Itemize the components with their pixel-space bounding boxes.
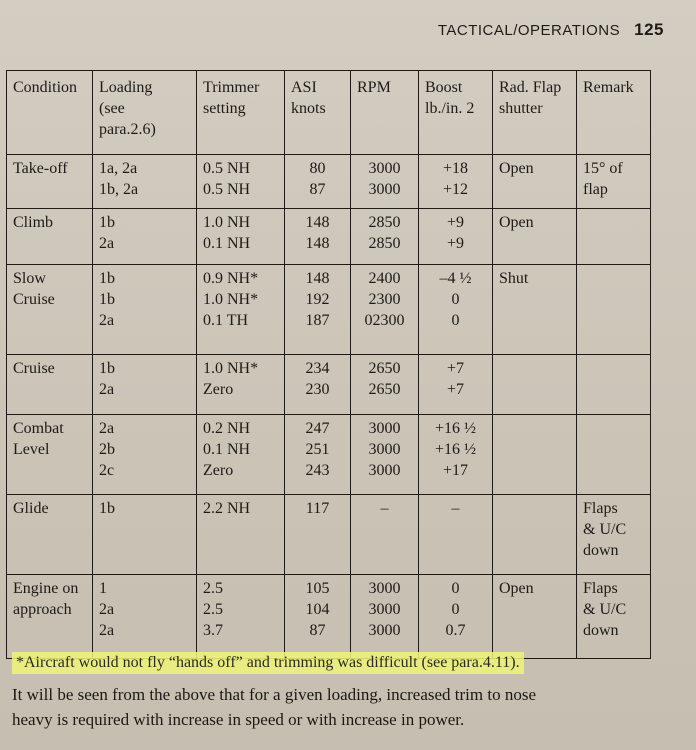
cell-text: 0.9 NH* bbox=[203, 270, 259, 287]
cell-text: 87 bbox=[309, 622, 326, 639]
rad-flap-cell bbox=[493, 355, 577, 415]
header-text: Trimmer bbox=[203, 79, 260, 96]
cell-text: Open bbox=[499, 160, 534, 177]
cell-text: 2.5 bbox=[203, 601, 223, 618]
cell-text: 234 bbox=[305, 360, 330, 377]
cell-text: 0.1 NH bbox=[203, 441, 251, 458]
cell-text: down bbox=[583, 622, 619, 639]
cell-text: 0.2 NH bbox=[203, 420, 251, 437]
cell-text: +12 bbox=[442, 181, 469, 198]
cell-text: 187 bbox=[305, 312, 330, 329]
trimmer-cell bbox=[197, 209, 285, 265]
cell-text: 117 bbox=[305, 500, 330, 517]
cell-text: 243 bbox=[305, 462, 330, 479]
table-row bbox=[7, 495, 651, 575]
remark-cell bbox=[577, 355, 651, 415]
cell-text: +16 ½ bbox=[434, 420, 477, 437]
rad-flap-cell bbox=[493, 575, 577, 659]
cell-text: 251 bbox=[305, 441, 330, 458]
asi-cell bbox=[285, 265, 351, 355]
table-row bbox=[7, 209, 651, 265]
asi-cell bbox=[285, 415, 351, 495]
cell-text: 247 bbox=[305, 420, 330, 437]
header-row bbox=[7, 71, 651, 155]
cell-text: 3000 bbox=[368, 580, 401, 597]
cell-text: – bbox=[380, 500, 389, 517]
cell-text: 02300 bbox=[364, 312, 405, 329]
table-row bbox=[7, 575, 651, 659]
footnote-highlighted: *Aircraft would not fly “hands off” and trimming was difficult (see para.4.11). bbox=[12, 652, 524, 674]
cell-text: 148 bbox=[305, 235, 330, 252]
header-text: ASI bbox=[291, 79, 317, 96]
cell-text: 2650 bbox=[368, 360, 401, 377]
table-row bbox=[7, 415, 651, 495]
rpm-cell bbox=[351, 155, 419, 209]
boost-cell bbox=[419, 209, 493, 265]
cell-text: +7 bbox=[446, 381, 465, 398]
cell-text: +18 bbox=[442, 160, 469, 177]
cell-text: 1b bbox=[99, 270, 115, 287]
trimmer-cell bbox=[197, 415, 285, 495]
cell-text: 0.5 NH bbox=[203, 160, 251, 177]
cell-text: & U/C bbox=[583, 601, 627, 618]
cell-text: 2a bbox=[99, 312, 115, 329]
cell-text: 2850 bbox=[368, 214, 401, 231]
cell-text: 1b bbox=[99, 500, 115, 517]
remark-cell bbox=[577, 575, 651, 659]
cell-text: 1.0 NH bbox=[203, 214, 251, 231]
loading-cell bbox=[93, 209, 197, 265]
cell-text: 2650 bbox=[368, 381, 401, 398]
cell-text: 3000 bbox=[368, 601, 401, 618]
body-paragraph bbox=[12, 682, 688, 732]
cell-text: 0 bbox=[451, 312, 460, 329]
cell-text: Open bbox=[499, 580, 534, 597]
cell-text: Open bbox=[499, 214, 534, 231]
rpm-cell bbox=[351, 495, 419, 575]
rpm-cell bbox=[351, 265, 419, 355]
cell-text: 0.1 NH bbox=[203, 235, 251, 252]
condition-cell bbox=[7, 155, 93, 209]
cell-text: 1b, 2a bbox=[99, 181, 139, 198]
cell-text: 2.5 bbox=[203, 580, 223, 597]
cell-text: –4 ½ bbox=[439, 270, 472, 287]
cell-text: 105 bbox=[305, 580, 330, 597]
cell-text: 0.1 TH bbox=[203, 312, 249, 329]
header-remark bbox=[577, 71, 651, 155]
cell-text: 3.7 bbox=[203, 622, 223, 639]
cell-text: Slow bbox=[13, 270, 46, 287]
rad-flap-cell bbox=[493, 495, 577, 575]
rad-flap-cell bbox=[493, 209, 577, 265]
trimmer-cell bbox=[197, 265, 285, 355]
table-row bbox=[7, 155, 651, 209]
cell-text: 230 bbox=[305, 381, 330, 398]
section-title: TACTICAL/OPERATIONS bbox=[437, 22, 621, 39]
cell-text: approach bbox=[13, 601, 72, 618]
asi-cell bbox=[285, 495, 351, 575]
boost-cell bbox=[419, 495, 493, 575]
cell-text: flap bbox=[583, 181, 608, 198]
cell-text: +16 ½ bbox=[434, 441, 477, 458]
cell-text: 2300 bbox=[368, 291, 401, 308]
condition-cell bbox=[7, 355, 93, 415]
header-text: Condition bbox=[13, 79, 78, 96]
condition-cell bbox=[7, 415, 93, 495]
boost-cell bbox=[419, 575, 493, 659]
cell-text: 2a bbox=[99, 381, 115, 398]
cell-text: 192 bbox=[305, 291, 330, 308]
cell-text: 3000 bbox=[368, 462, 401, 479]
cell-text: 2b bbox=[99, 441, 115, 458]
cell-text: 1b bbox=[99, 291, 115, 308]
cell-text: 3000 bbox=[368, 181, 401, 198]
header-trimmer bbox=[197, 71, 285, 155]
cell-text: +7 bbox=[446, 360, 465, 377]
cell-text: 148 bbox=[305, 214, 330, 231]
condition-cell bbox=[7, 575, 93, 659]
cell-text: +9 bbox=[446, 235, 465, 252]
cell-text: Combat bbox=[13, 420, 64, 437]
trimmer-cell bbox=[197, 495, 285, 575]
cell-text: Shut bbox=[499, 270, 529, 287]
cell-text: +9 bbox=[446, 214, 465, 231]
cell-text: – bbox=[451, 500, 460, 517]
loading-cell bbox=[93, 355, 197, 415]
cell-text: 1b bbox=[99, 214, 115, 231]
cell-text: +17 bbox=[442, 462, 469, 479]
header-text: setting bbox=[203, 100, 246, 117]
rad-flap-cell bbox=[493, 415, 577, 495]
cell-text: 1.0 NH* bbox=[203, 291, 259, 308]
loading-cell bbox=[93, 415, 197, 495]
cell-text: 148 bbox=[305, 270, 330, 287]
cell-text: 0 bbox=[451, 291, 460, 308]
cell-text: Level bbox=[13, 441, 50, 458]
remark-cell bbox=[577, 265, 651, 355]
cell-text: Cruise bbox=[13, 291, 55, 308]
header-text: Boost bbox=[425, 79, 463, 96]
cell-text: Flaps bbox=[583, 580, 618, 597]
condition-cell bbox=[7, 265, 93, 355]
cell-text: Take-off bbox=[13, 160, 68, 177]
condition-cell bbox=[7, 209, 93, 265]
header-text: (see bbox=[99, 100, 125, 117]
trimmer-cell bbox=[197, 575, 285, 659]
cell-text: Flaps bbox=[583, 500, 618, 517]
cell-text: 2.2 NH bbox=[203, 500, 251, 517]
boost-cell bbox=[419, 415, 493, 495]
table-row bbox=[7, 265, 651, 355]
header-text: Rad. Flap bbox=[499, 79, 562, 96]
cell-text: 104 bbox=[305, 601, 330, 618]
header-asi bbox=[285, 71, 351, 155]
asi-cell bbox=[285, 155, 351, 209]
page-number: 125 bbox=[634, 20, 664, 39]
header-loading bbox=[93, 71, 197, 155]
header-text: knots bbox=[291, 100, 326, 117]
running-head bbox=[438, 20, 664, 40]
cell-text: 2a bbox=[99, 235, 115, 252]
header-text: Remark bbox=[583, 79, 634, 96]
remark-cell bbox=[577, 415, 651, 495]
cell-text: Climb bbox=[13, 214, 54, 231]
remark-cell bbox=[577, 495, 651, 575]
rpm-cell bbox=[351, 209, 419, 265]
header-condition bbox=[7, 71, 93, 155]
header-text: para.2.6) bbox=[99, 121, 156, 138]
header-boost bbox=[419, 71, 493, 155]
cell-text: 15° of bbox=[583, 160, 623, 177]
header-rad-flap bbox=[493, 71, 577, 155]
cell-text: Zero bbox=[203, 381, 234, 398]
cell-text: 0 bbox=[451, 580, 460, 597]
loading-cell bbox=[93, 575, 197, 659]
header-text: Loading bbox=[99, 79, 153, 96]
cell-text: 2850 bbox=[368, 235, 401, 252]
cell-text: 1b bbox=[99, 360, 115, 377]
rpm-cell bbox=[351, 355, 419, 415]
rad-flap-cell bbox=[493, 155, 577, 209]
remark-cell bbox=[577, 209, 651, 265]
cell-text: 3000 bbox=[368, 622, 401, 639]
rad-flap-cell bbox=[493, 265, 577, 355]
cell-text: Zero bbox=[203, 462, 234, 479]
trimmer-cell bbox=[197, 355, 285, 415]
header-rpm bbox=[351, 71, 419, 155]
trim-settings-table bbox=[6, 70, 650, 659]
cell-text: 1.0 NH* bbox=[203, 360, 259, 377]
cell-text: 0.5 NH bbox=[203, 181, 251, 198]
rpm-cell bbox=[351, 415, 419, 495]
cell-text: 3000 bbox=[368, 441, 401, 458]
cell-text: 1 bbox=[99, 580, 107, 597]
asi-cell bbox=[285, 355, 351, 415]
cell-text: Cruise bbox=[13, 360, 55, 377]
cell-text: 1a, 2a bbox=[99, 160, 138, 177]
header-text: shutter bbox=[499, 100, 543, 117]
rpm-cell bbox=[351, 575, 419, 659]
asi-cell bbox=[285, 575, 351, 659]
loading-cell bbox=[93, 265, 197, 355]
cell-text: 2a bbox=[99, 420, 115, 437]
cell-text: 80 bbox=[309, 160, 326, 177]
asi-cell bbox=[285, 209, 351, 265]
condition-cell bbox=[7, 495, 93, 575]
cell-text: Engine on bbox=[13, 580, 79, 597]
boost-cell bbox=[419, 155, 493, 209]
body-line: heavy is required with increase in speed or with increase in power. bbox=[12, 710, 465, 729]
cell-text: 0 bbox=[451, 601, 460, 618]
cell-text: 3000 bbox=[368, 420, 401, 437]
boost-cell bbox=[419, 355, 493, 415]
body-line: It will be seen from the above that for a given loading, increased trim to nose bbox=[12, 685, 537, 704]
remark-cell bbox=[577, 155, 651, 209]
cell-text: & U/C bbox=[583, 521, 627, 538]
cell-text: down bbox=[583, 542, 619, 559]
cell-text: 2a bbox=[99, 622, 115, 639]
loading-cell bbox=[93, 495, 197, 575]
table-row bbox=[7, 355, 651, 415]
loading-cell bbox=[93, 155, 197, 209]
cell-text: 0.7 bbox=[445, 622, 466, 639]
cell-text: 2c bbox=[99, 462, 115, 479]
boost-cell bbox=[419, 265, 493, 355]
header-text: RPM bbox=[357, 79, 391, 96]
cell-text: Glide bbox=[13, 500, 49, 517]
cell-text: 3000 bbox=[368, 160, 401, 177]
cell-text: 2a bbox=[99, 601, 115, 618]
cell-text: 2400 bbox=[368, 270, 401, 287]
cell-text: 87 bbox=[309, 181, 326, 198]
trimmer-cell bbox=[197, 155, 285, 209]
header-text: lb./in. 2 bbox=[425, 100, 475, 117]
